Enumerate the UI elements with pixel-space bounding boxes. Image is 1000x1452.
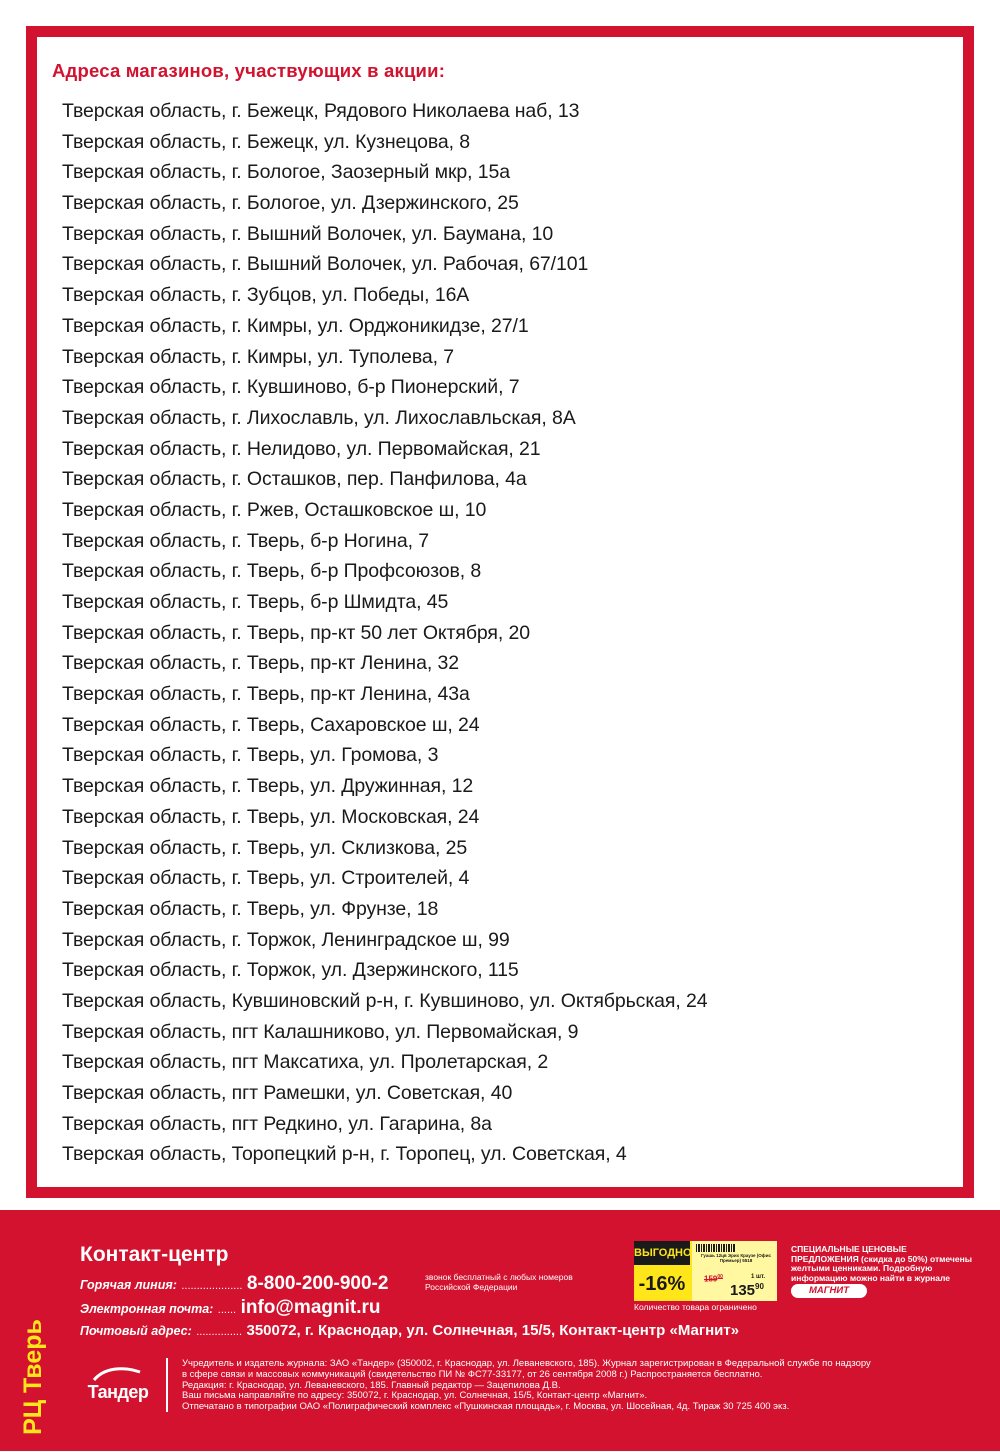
hotline-number[interactable]: 8-800-200-900-2	[246, 1273, 389, 1294]
address-item: Тверская область, г. Вышний Волочек, ул. Рабочая, 67/101	[62, 253, 589, 276]
address-item: Тверская область, г. Бежецк, ул. Кузнецова, 8	[62, 130, 471, 153]
post-row: Почтовый адрес: ............... 350072, г. Краснодар, ул. Солнечная, 15/5, Контакт-центр «Магнит»	[80, 1322, 740, 1339]
promo-text: СПЕЦИАЛЬНЫЕ ЦЕНОВЫЕ ПРЕДЛОЖЕНИЯ (скидка до 50%) отмечены желтыми ценниками. Подробную информацию можно найти в журнале	[791, 1244, 972, 1283]
address-item: Тверская область, г. Лихославль, ул. Лихославльская, 8А	[62, 406, 576, 429]
tag-product: Гуашь 12цв Эрих Краузе (Офис Премьер) 5518	[701, 1253, 771, 1263]
address-item: Тверская область, г. Осташков, пер. Панфилова, 4а	[62, 468, 527, 491]
address-item: Тверская область, г. Тверь, ул. Дружинная, 12	[62, 775, 474, 798]
fine-print-line: Отпечатано в типографии ОАО «Полиграфический комплекс «Пушкинская площадь», г. Москва, ул. Шосейная, 4д. Тираж 30 725 400 экз.	[182, 1401, 790, 1413]
address-item: Тверская область, г. Тверь, пр-кт 50 лет Октября, 20	[62, 621, 531, 644]
address-item: Тверская область, пгт Рамешки, ул. Советская, 40	[62, 1082, 513, 1104]
address-item: Тверская область, г. Тверь, ул. Московская, 24	[62, 805, 480, 828]
address-item: Тверская область, г. Тверь, ул. Фрунзе, 18	[62, 897, 439, 920]
address-item: Тверская область, г. Кимры, ул. Туполева, 7	[62, 345, 455, 368]
region-label: РЦ Тверь	[19, 1319, 47, 1435]
fine-print-line: Учредитель и издатель журнала: ЗАО «Тандер» (350002, г. Краснодар, ул. Леваневского, 185). Журнал зарегистрирован в Федеральной службе по надзору	[182, 1358, 871, 1369]
barcode-icon	[696, 1244, 736, 1252]
hotline-label: Горячая линия:	[80, 1278, 177, 1292]
address-item: Тверская область, г. Нелидово, ул. Первомайская, 21	[62, 437, 541, 460]
address-item: Тверская область, г. Бежецк, Рядового Николаева наб, 13	[62, 100, 580, 122]
tander-logo	[78, 1360, 158, 1410]
address-item: Тверская область, г. Тверь, пр-кт Ленина, 32	[62, 652, 459, 675]
list-title: Адреса магазинов, участвующих в акции:	[52, 60, 446, 81]
tag-old-price: $159^{00}$	[704, 1274, 723, 1284]
tag-new-price: $135^{90}$	[730, 1282, 764, 1299]
address-item: Тверская область, г. Ржев, Осташковское ш, 10	[62, 498, 487, 521]
contact-heading: Контакт-центр	[80, 1243, 229, 1266]
address-item: Тверская область, г. Тверь, б-р Ногина, 7	[62, 529, 429, 552]
magnit-logo: МАГНИТ	[791, 1284, 867, 1298]
address-item: Тверская область, г. Кимры, ул. Орджоникидзе, 27/1	[62, 314, 529, 337]
address-item: Тверская область, пгт Максатиха, ул. Пролетарская, 2	[62, 1051, 549, 1074]
tag-caption: Количество товара ограничено	[634, 1302, 757, 1312]
email-link[interactable]: info@magnit.ru	[240, 1297, 381, 1318]
fine-print-line: Редакция: г. Краснодар, ул. Леваневского, 185. Главный редактор — Зацепилова Д.В.	[182, 1379, 561, 1391]
address-item: Тверская область, г. Тверь, б-р Шмидта, 45	[62, 591, 449, 613]
tag-pack: 1 шт.	[751, 1274, 766, 1280]
address-item: Тверская область, г. Тверь, б-р Профсоюзов, 8	[62, 560, 482, 583]
address-item: Тверская область, г. Тверь, ул. Строителей, 4	[62, 867, 470, 890]
call-note: звонок бесплатный с любых номеров Российской Федерации	[425, 1272, 573, 1292]
address-item: Тверская область, Кувшиновский р-н, г. Кувшиново, ул. Октябрьская, 24	[62, 989, 708, 1012]
fine-print-line: в сфере связи и массовых коммуникаций (свидетельство ПИ № ФС77-33177, от 26 сентября 2008 г.) Распространяется бесплатно.	[182, 1368, 763, 1380]
address-item: Тверская область, г. Тверь, Сахаровское ш, 24	[62, 713, 480, 736]
tag-benefit: ВЫГОДНО	[634, 1241, 690, 1265]
post-address: 350072, г. Краснодар, ул. Солнечная, 15/5, Контакт-центр «Магнит»	[246, 1322, 740, 1339]
address-item: Тверская область, пгт Редкино, ул. Гагарина, 8а	[62, 1112, 492, 1135]
address-item: Тверская область, г. Тверь, пр-кт Ленина, 43а	[62, 683, 470, 706]
tag-discount: -16%	[638, 1273, 686, 1295]
address-item: Тверская область, г. Торжок, Ленинградское ш, 99	[62, 928, 510, 951]
address-item: Тверская область, г. Тверь, ул. Громова, 3	[62, 744, 439, 767]
email-label: Электронная почта:	[80, 1302, 214, 1316]
address-list	[62, 96, 942, 1170]
address-item: Тверская область, пгт Калашниково, ул. Первомайская, 9	[62, 1020, 579, 1043]
address-item: Тверская область, г. Зубцов, ул. Победы, 16А	[62, 284, 470, 307]
address-item: Тверская область, Торопецкий р-н, г. Торопец, ул. Советская, 4	[62, 1143, 627, 1166]
address-item: Тверская область, г. Кувшиново, б-р Пионерский, 7	[62, 376, 520, 399]
price-tag	[634, 1241, 777, 1301]
tander-logo-text: Тандер	[87, 1382, 149, 1402]
hotline-row: Горячая линия: .................... 8-800-200-900-2	[80, 1273, 389, 1294]
address-item: Тверская область, г. Бологое, ул. Дзержинского, 25	[62, 192, 519, 215]
address-item: Тверская область, г. Торжок, ул. Дзержинского, 115	[62, 959, 519, 982]
divider	[166, 1358, 168, 1412]
tander-arc-icon	[92, 1366, 142, 1382]
address-item: Тверская область, г. Бологое, Заозерный мкр, 15а	[62, 161, 510, 184]
fine-print	[182, 1359, 962, 1413]
fine-print-line: Ваш письма направляйте по адресу: 350072, г. Краснодар, ул. Солнечная, 15/5, Контакт-центр «Магнит».	[182, 1390, 648, 1402]
post-label: Почтовый адрес:	[80, 1324, 192, 1338]
address-item: Тверская область, г. Тверь, ул. Склизкова, 25	[62, 836, 468, 859]
address-item: Тверская область, г. Вышний Волочек, ул. Баумана, 10	[62, 222, 554, 245]
email-row: Электронная почта: ...... info@magnit.ru	[80, 1297, 381, 1318]
